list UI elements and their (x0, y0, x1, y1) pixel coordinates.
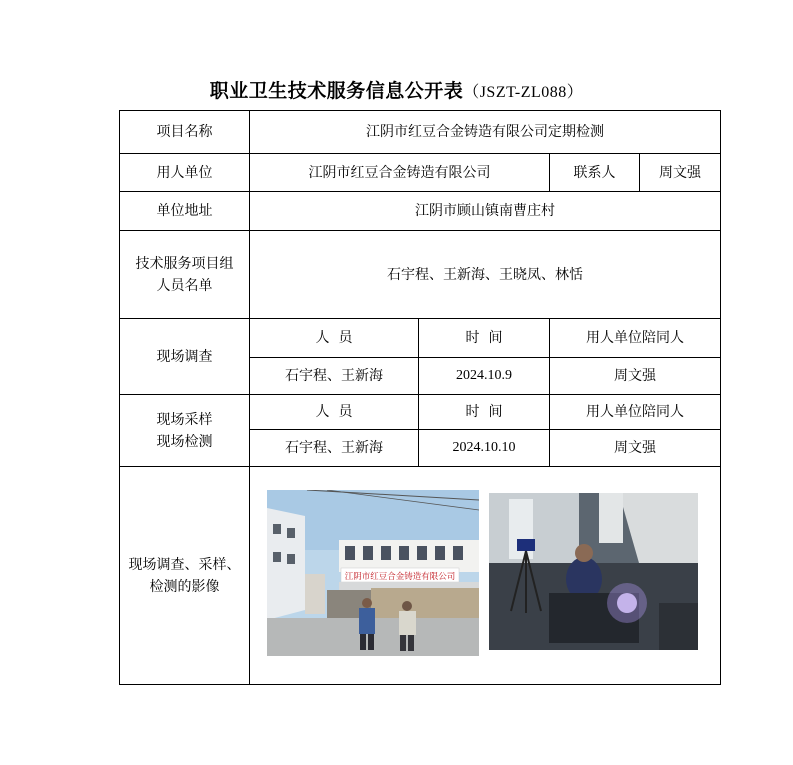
sampling-header-person: 人 员 (250, 395, 419, 430)
images-label-line1: 现场调查、采样、 (128, 556, 241, 573)
sampling-header-escort: 用人单位陪同人 (550, 395, 721, 430)
title-code: （JSZT-ZL088） (463, 84, 584, 101)
info-table (119, 110, 721, 685)
page-title (0, 76, 793, 103)
team-value: 石宇程、王新海、王晓凤、林恬 (250, 231, 721, 319)
sampling-label-line1: 现场采样 (156, 411, 213, 428)
project-name-value: 江阴市红豆合金铸造有限公司定期检测 (250, 111, 721, 154)
sampling-label (120, 395, 250, 467)
images-label (120, 467, 250, 685)
survey-escort: 周文强 (550, 358, 721, 395)
address-label: 单位地址 (120, 192, 250, 231)
row-address (120, 192, 721, 231)
employer-value: 江阴市红豆合金铸造有限公司 (250, 154, 550, 192)
survey-header-person: 人 员 (250, 319, 419, 358)
title-text: 职业卫生技术服务信息公开表 (209, 80, 464, 102)
row-sampling-header (120, 395, 721, 430)
sampling-label-line2: 现场检测 (156, 433, 213, 450)
photos-container (250, 490, 720, 656)
address-value: 江阴市顾山镇南曹庄村 (250, 192, 721, 231)
row-team (120, 231, 721, 319)
sampling-escort: 周文强 (550, 430, 721, 467)
survey-time: 2024.10.9 (419, 358, 550, 395)
images-cell (250, 467, 721, 685)
survey-header-escort: 用人单位陪同人 (550, 319, 721, 358)
factory-sign-text: 江阴市红豆合金铸造有限公司 (344, 572, 456, 582)
factory-gate-image (267, 490, 479, 656)
project-name-label: 项目名称 (120, 111, 250, 154)
row-survey-header (120, 319, 721, 358)
survey-person: 石宇程、王新海 (250, 358, 419, 395)
site-survey-photo (267, 490, 479, 656)
row-images (120, 467, 721, 685)
workshop-testing-image (489, 493, 698, 650)
team-label-line1: 技术服务项目组 (135, 255, 234, 272)
team-label (120, 231, 250, 319)
site-sampling-photo (489, 493, 698, 650)
row-employer (120, 154, 721, 192)
contact-label: 联系人 (550, 154, 640, 192)
employer-label: 用人单位 (120, 154, 250, 192)
team-label-line2: 人员名单 (156, 277, 213, 294)
row-project-name (120, 111, 721, 154)
sampling-time: 2024.10.10 (419, 430, 550, 467)
sampling-header-time: 时 间 (419, 395, 550, 430)
survey-label: 现场调查 (120, 319, 250, 395)
images-label-line2: 检测的影像 (149, 578, 220, 595)
survey-header-time: 时 间 (419, 319, 550, 358)
contact-value: 周文强 (640, 154, 721, 192)
sampling-person: 石宇程、王新海 (250, 430, 419, 467)
